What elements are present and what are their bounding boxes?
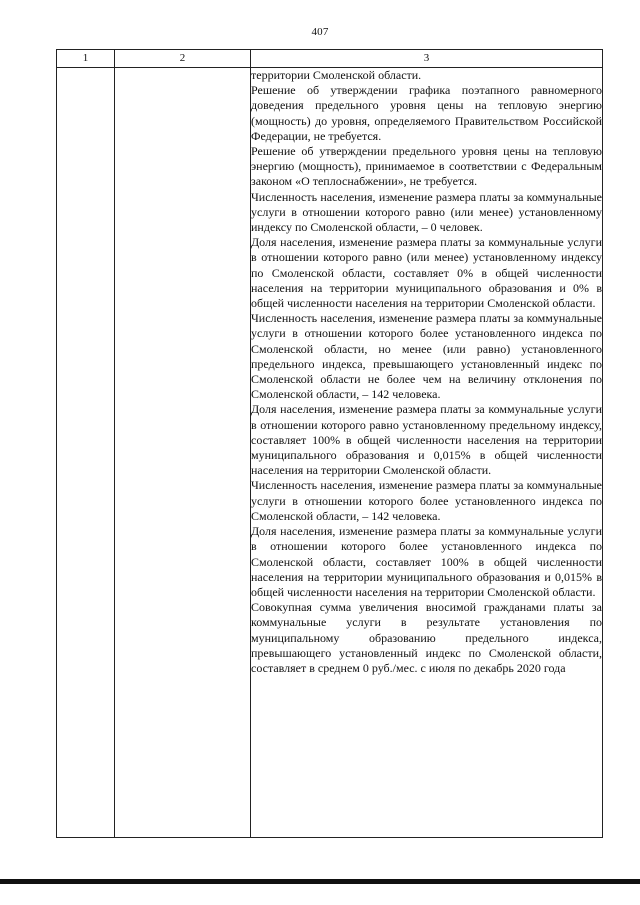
page-number: 407 <box>311 26 329 38</box>
column-header-3: 3 <box>251 50 603 68</box>
table-row <box>57 68 603 838</box>
column-header-2: 2 <box>115 50 251 68</box>
table-header-row <box>57 50 603 68</box>
paragraph-share-equal-limit-index: Доля населения, изменение размера платы за коммунальные услуги в отношении которого равно установленному предельному индексу, составляет 100% в общей численности населения на территории муниципального образования и 0,015% в общей численности населения на территории Смоленской области. <box>251 402 602 478</box>
bottom-rule <box>0 879 640 884</box>
paragraph-population-within-deviation: Численность населения, изменение размера платы за коммунальные услуги в отношении которого более установленного индекса по Смоленской области, но менее (или равно) установленного предельного индекса, превышающего установленный индекс по Смоленской области не более чем на величину отклонения по Смоленской области, – 142 человека. <box>251 311 602 402</box>
paragraph-total-payment-increase: Совокупная сумма увеличения вносимой гражданами платы за коммунальные услуги в результате установления по муниципальному образованию предельного индекса, превышающего установленный индекс по Смоленской области, составляет в среднем 0 руб./мес. с июля по декабрь 2020 года <box>251 600 602 675</box>
column-3-cell <box>251 68 603 838</box>
paragraph-population-above-index: Численность населения, изменение размера платы за коммунальные услуги в отношении которого более установленного индекса по Смоленской области, – 142 человека. <box>251 478 602 523</box>
paragraph-price-limit-decision: Решение об утверждении предельного уровня цены на тепловую энергию (мощность), принимаемое в соответствии с Федеральным законом «О теплоснабжении», не требуется. <box>251 144 602 189</box>
column-2-cell <box>115 68 251 838</box>
document-table <box>56 49 603 838</box>
paragraph-share-above-index: Доля населения, изменение размера платы за коммунальные услуги в отношении которого более установленного индекса по Смоленской области, составляет 100% в общей численности населения на территории муниципального образования и 0,015% в общей численности населения на территории Смоленской области. <box>251 524 602 599</box>
paragraph-population-equal-index: Численность населения, изменение размера платы за коммунальные услуги в отношении которого равно (или менее) установленному индексу по Смоленской области, – 0 человек. <box>251 189 602 235</box>
column-1-cell <box>57 68 115 838</box>
paragraph-share-equal-index: Доля населения, изменение размера платы за коммунальные услуги в отношении которого равно (или менее) установленному индексу по Смоленской области, составляет 0% в общей численности населения на территории муниципального образования и 0% в общей численности населения на территории Смоленской области. <box>251 235 602 311</box>
column-header-1: 1 <box>57 50 115 68</box>
paragraph-schedule-decision: Решение об утверждении графика поэтапного равномерного доведения предельного уровня цены на тепловую энергию (мощность) до уровня, определяемого Правительством Российской Федерации, не требуется. <box>251 83 602 143</box>
paragraph-territory-continuation: территории Смоленской области. <box>251 68 422 82</box>
